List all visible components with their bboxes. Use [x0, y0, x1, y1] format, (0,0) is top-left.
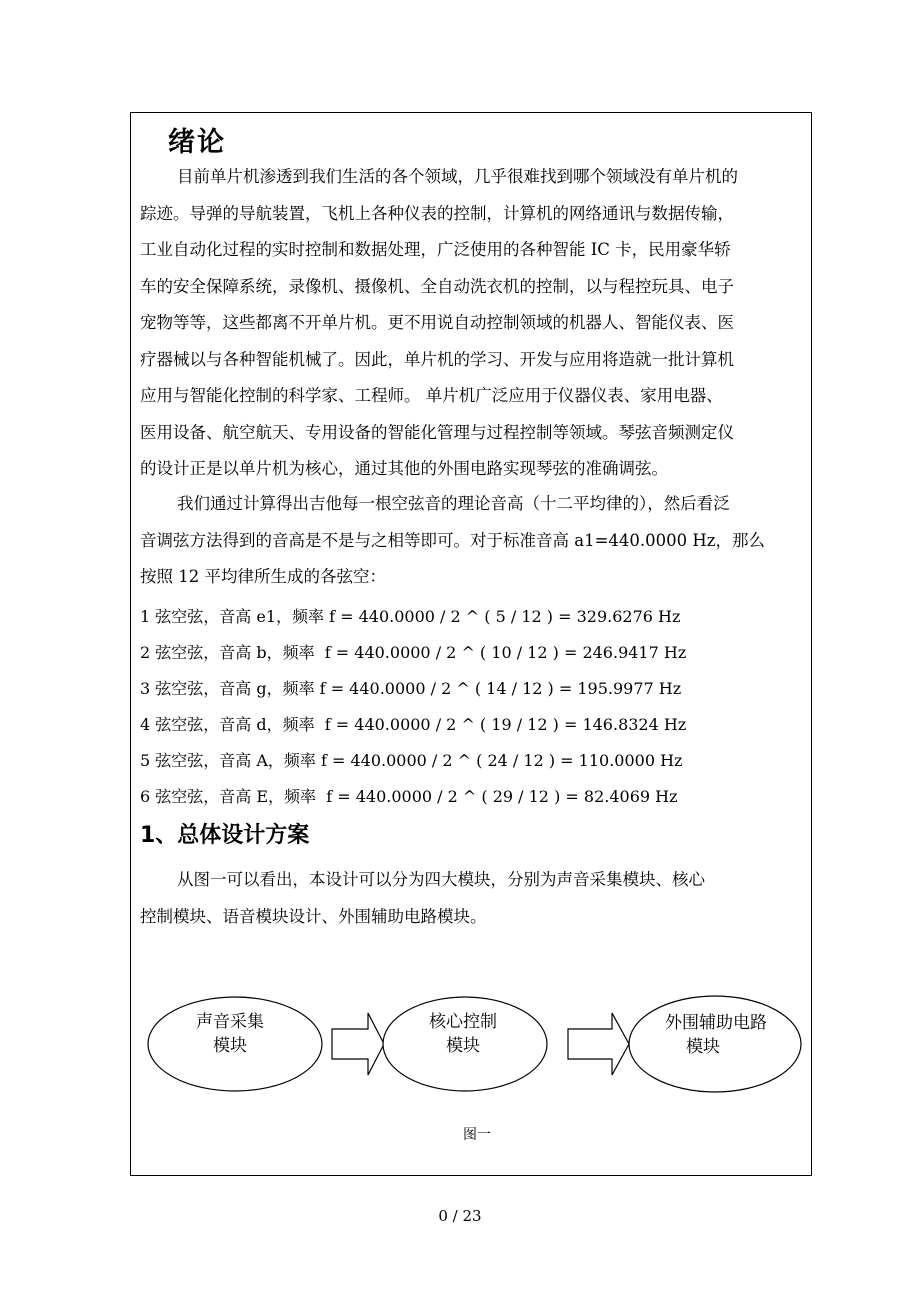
section1-paragraph [140, 862, 804, 935]
figure-caption: 图一 [463, 1127, 491, 1143]
text-line: 踪迹。导弹的导航装置，飞机上各种仪表的控制，计算机的网络通讯与数据传输， [140, 203, 734, 223]
text-line: 从图一可以看出，本设计可以分为四大模块，分别为声音采集模块、核心 [177, 870, 705, 889]
text-line: 工业自动化过程的实时控制和数据处理，广泛使用的各种智能 IC 卡，民用豪华轿 [140, 240, 731, 259]
arrow-2-icon [568, 1013, 629, 1075]
module-3-line-1: 外围辅助电路 [665, 1013, 767, 1033]
page-number: 0 / 23 [438, 1207, 482, 1225]
block-diagram [140, 985, 810, 1115]
text-line: 应用与智能化控制的科学家、工程师。 单片机广泛应用于仪器仪表、家用电器、 [140, 386, 723, 405]
section-title: 1、总体设计方案 [140, 823, 310, 848]
text-line: 按照 12 平均律所生成的各弦空： [140, 567, 386, 586]
text-line: 目前单片机渗透到我们生活的各个领域，几乎很难找到哪个领域没有单片机的 [177, 167, 738, 186]
module-1-line-1: 声音采集 [196, 1012, 264, 1032]
string-formula-5: 5 弦空弦，音高 A，频率 f = 440.0000 / 2 ^ ( 24 / 12 ) = 110.0000 Hz [140, 751, 683, 770]
module-1-line-2: 模块 [213, 1036, 247, 1056]
calc-paragraph [140, 486, 804, 596]
text-line: 音调弦方法得到的音高是不是与之相等即可。对于标准音高 a1=440.0000 Hz，那么 [140, 530, 765, 550]
text-line: 控制模块、语音模块设计、外围辅助电路模块。 [140, 906, 487, 926]
string-formula-3: 3 弦空弦，音高 g，频率 f = 440.0000 / 2 ^ ( 14 / 12 ) = 195.9977 Hz [140, 679, 682, 698]
string-formula-1: 1 弦空弦，音高 e1，频率 f = 440.0000 / 2 ^ ( 5 / 12 ) = 329.6276 Hz [140, 607, 681, 626]
chapter-title: 绪论 [168, 127, 226, 158]
module-2-line-1: 核心控制 [429, 1012, 497, 1032]
text-line: 的设计正是以单片机为核心，通过其他的外围电路实现琴弦的准确调弦。 [140, 459, 668, 478]
module-3-line-2: 模块 [686, 1037, 720, 1057]
text-line: 医用设备、航空航天、专用设备的智能化管理与过程控制等领域。琴弦音频测定仪 [140, 422, 734, 442]
text-line: 车的安全保障系统，录像机、摄像机、全自动洗衣机的控制，以与程控玩具、电子 [140, 276, 734, 296]
text-line: 我们通过计算得出吉他每一根空弦音的理论音高（十二平均律的），然后看泛 [177, 494, 730, 513]
arrow-1-icon [332, 1013, 384, 1075]
string-formula-6: 6 弦空弦，音高 E，频率 f = 440.0000 / 2 ^ ( 29 / 12 ) = 82.4069 Hz [140, 787, 678, 806]
text-line: 宠物等等，这些都离不开单片机。更不用说自动控制领域的机器人、智能仪表、医 [140, 313, 734, 332]
string-formula-2: 2 弦空弦，音高 b，频率 f = 440.0000 / 2 ^ ( 10 / 12 ) = 246.9417 Hz [140, 643, 687, 662]
text-line: 疗器械以与各种智能机械了。因此，单片机的学习、开发与应用将造就一批计算机 [140, 349, 734, 369]
intro-paragraph [140, 159, 804, 488]
module-2-line-2: 模块 [446, 1036, 480, 1056]
string-formula-4: 4 弦空弦，音高 d，频率 f = 440.0000 / 2 ^ ( 19 / 12 ) = 146.8324 Hz [140, 715, 687, 734]
